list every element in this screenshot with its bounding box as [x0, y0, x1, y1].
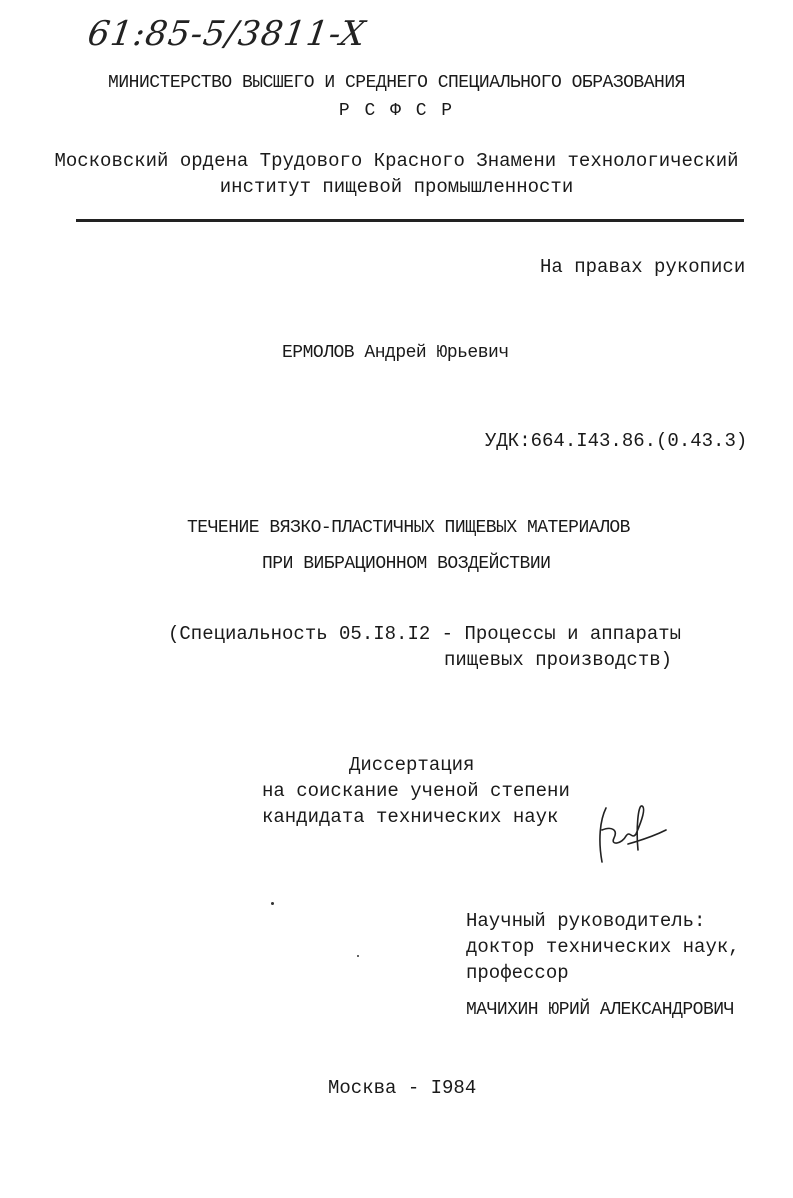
supervisor-name: МАЧИХИН ЮРИЙ АЛЕКСАНДРОВИЧ — [466, 1000, 734, 1020]
place-and-year: Москва - I984 — [328, 1077, 477, 1099]
ministry-heading: МИНИСТЕРСТВО ВЫСШЕГО И СРЕДНЕГО СПЕЦИАЛЬНОГО ОБРАЗОВАНИЯ — [108, 73, 685, 93]
degree-field-line: кандидата технических наук — [262, 806, 559, 828]
republic-heading: Р С Ф С Р — [338, 101, 455, 121]
speck — [357, 955, 359, 957]
supervisor-title: профессор — [466, 962, 569, 984]
institute-line-2: институт пищевой промышленности — [219, 176, 574, 198]
header-divider — [76, 219, 744, 222]
title-line-2: ПРИ ВИБРАЦИОННОМ ВОЗДЕЙСТВИИ — [262, 554, 551, 574]
speck — [271, 902, 274, 905]
title-line-1: ТЕЧЕНИЕ ВЯЗКО-ПЛАСТИЧНЫХ ПИЩЕВЫХ МАТЕРИАЛОВ — [187, 518, 630, 538]
specialty-line-1: (Специальность 05.I8.I2 - Процессы и аппараты — [168, 623, 682, 645]
author-name: ЕРМОЛОВ Андрей Юрьевич — [282, 343, 509, 363]
manuscript-rights: На правах рукописи — [540, 256, 746, 278]
supervisor-label: Научный руководитель: — [466, 910, 706, 932]
supervisor-degree: доктор технических наук, — [466, 936, 740, 958]
handwritten-archive-code: 61:85-5/3811-X — [85, 14, 369, 54]
author-signature — [592, 800, 672, 870]
udc-code: УДК:664.I43.86.(0.43.3) — [485, 430, 748, 452]
institute-line-1: Московский ордена Трудового Красного Знамени технологический — [54, 150, 739, 172]
dissertation-label: Диссертация — [349, 754, 475, 776]
degree-sought-line: на соискание ученой степени — [262, 780, 570, 802]
specialty-line-2: пищевых производств) — [444, 649, 673, 671]
